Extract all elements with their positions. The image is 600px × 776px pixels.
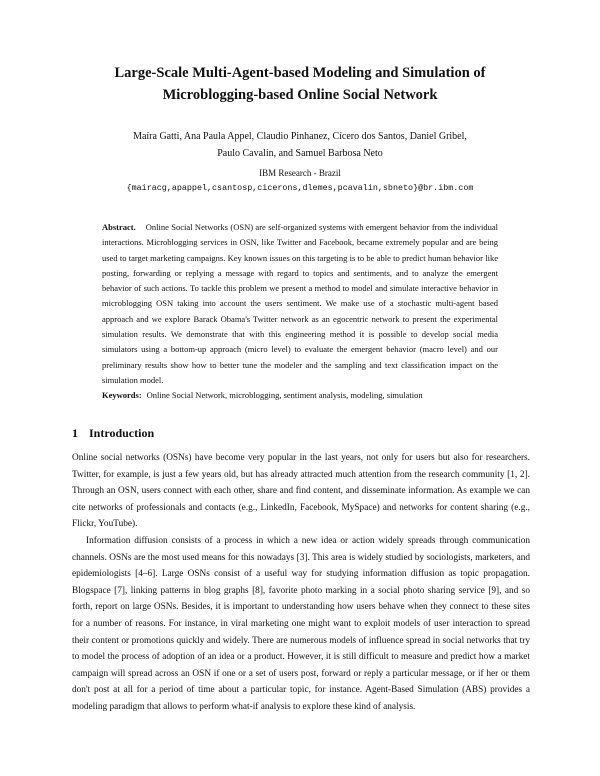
authors-line-2: Paulo Cavalin, and Samuel Barbosa Neto xyxy=(217,148,383,159)
author-list xyxy=(0,128,600,162)
body-paragraph-2: Information diffusion consists of a process in which a new idea or action widely spreads through communication channels. OSNs are the most used means for this nowadays [3]. This area is widely studied by sociologists, marketers, and epidemiologists [4–6]. Large OSNs consist of a useful way for studying information diffusion as topic propagation. Blogspace [7], linking patterns in blog graphs [8], favorite photo marking in a social photo sharing service [9], and so forth, report on large OSNs. Besides, it is important to understanding how users behave when they connect to these sites for a number of reasons. For instance, in viral marketing one might want to exploit models of user interaction to spread their content or promotions quickly and widely. There are numerous models of influence spread in social networks that try to model the process of adoption of an idea or a product. However, it is still difficult to measure and predict how a market campaign will spread across an OSN if one or a set of users post, forward or reply a particular message, or if her or them don't post at all for a period of time about a particular topic, for instance. Agent-Based Simulation (ABS) provides a modeling paradigm that allows to perform what-if analysis to explore these kind of analysis. xyxy=(72,535,530,712)
section-heading-introduction xyxy=(72,425,532,441)
keywords xyxy=(102,388,498,403)
title-line-1: Large-Scale Multi-Agent-based Modeling and Simulation of xyxy=(114,65,486,81)
affiliation-block xyxy=(0,166,600,196)
keywords-label: Keywords: xyxy=(102,390,142,400)
introduction-body xyxy=(72,450,530,716)
paper-title xyxy=(0,62,600,106)
abstract-label: Abstract. xyxy=(102,222,136,232)
authors-line-1: Maíra Gatti, Ana Paula Appel, Claudio Pinhanez, Cícero dos Santos, Daniel Gribel, xyxy=(133,131,467,142)
abstract xyxy=(102,220,498,388)
section-title: Introduction xyxy=(89,426,155,440)
abstract-text: Online Social Networks (OSN) are self-organized systems with emergent behavior from the individual interactions. Microblogging services in OSN, like Twitter and Facebook, became extremely popular and are being used to target marketing campaigns. Key known issues on this targeting is to be able to predict human behavior like posting, forwarding or replying a message with regard to topics and sentiments, and to analyze the emergent behavior of such actions. To tackle this problem we present a method to model and simulate interactive behavior in microblogging OSN taking into account the users sentiment. We make use of a stochastic multi-agent based approach and we explore Barack Obama's Twitter network as an egocentric network to present the experimental simulation results. We demonstrate that with this engineering method it is possible to develop social media simulators using a bottom-up approach (micro level) to evaluate the emergent behavior (macro level) and our preliminary results show how to better tune the modeler and the sampling and text classification impact on the simulation model. xyxy=(102,222,498,385)
abstract-paragraph xyxy=(102,220,498,388)
affiliation: IBM Research - Brazil xyxy=(259,168,341,178)
author-emails: {mairacg,apappel,csantosp,cicerons,dlemes,pcavalin,sbneto}@br.ibm.com xyxy=(126,183,474,193)
section-number: 1 xyxy=(72,426,78,440)
body-paragraph-1: Online social networks (OSNs) have become very popular in the last years, not only for users but also for researchers. Twitter, for example, is just a few years old, but has already attracted much attention from the research community [1, 2]. Through an OSN, users connect with each other, share and find content, and disseminate information. As example we can cite networks of professionals and contacts (e.g., LinkedIn, Facebook, MySpace) and networks for content sharing (e.g., Flickr, YouTube). xyxy=(72,453,530,530)
keywords-text: Online Social Network, microblogging, sentiment analysis, modeling, simulation xyxy=(146,390,423,400)
title-line-2: Microblogging-based Online Social Network xyxy=(162,87,438,103)
